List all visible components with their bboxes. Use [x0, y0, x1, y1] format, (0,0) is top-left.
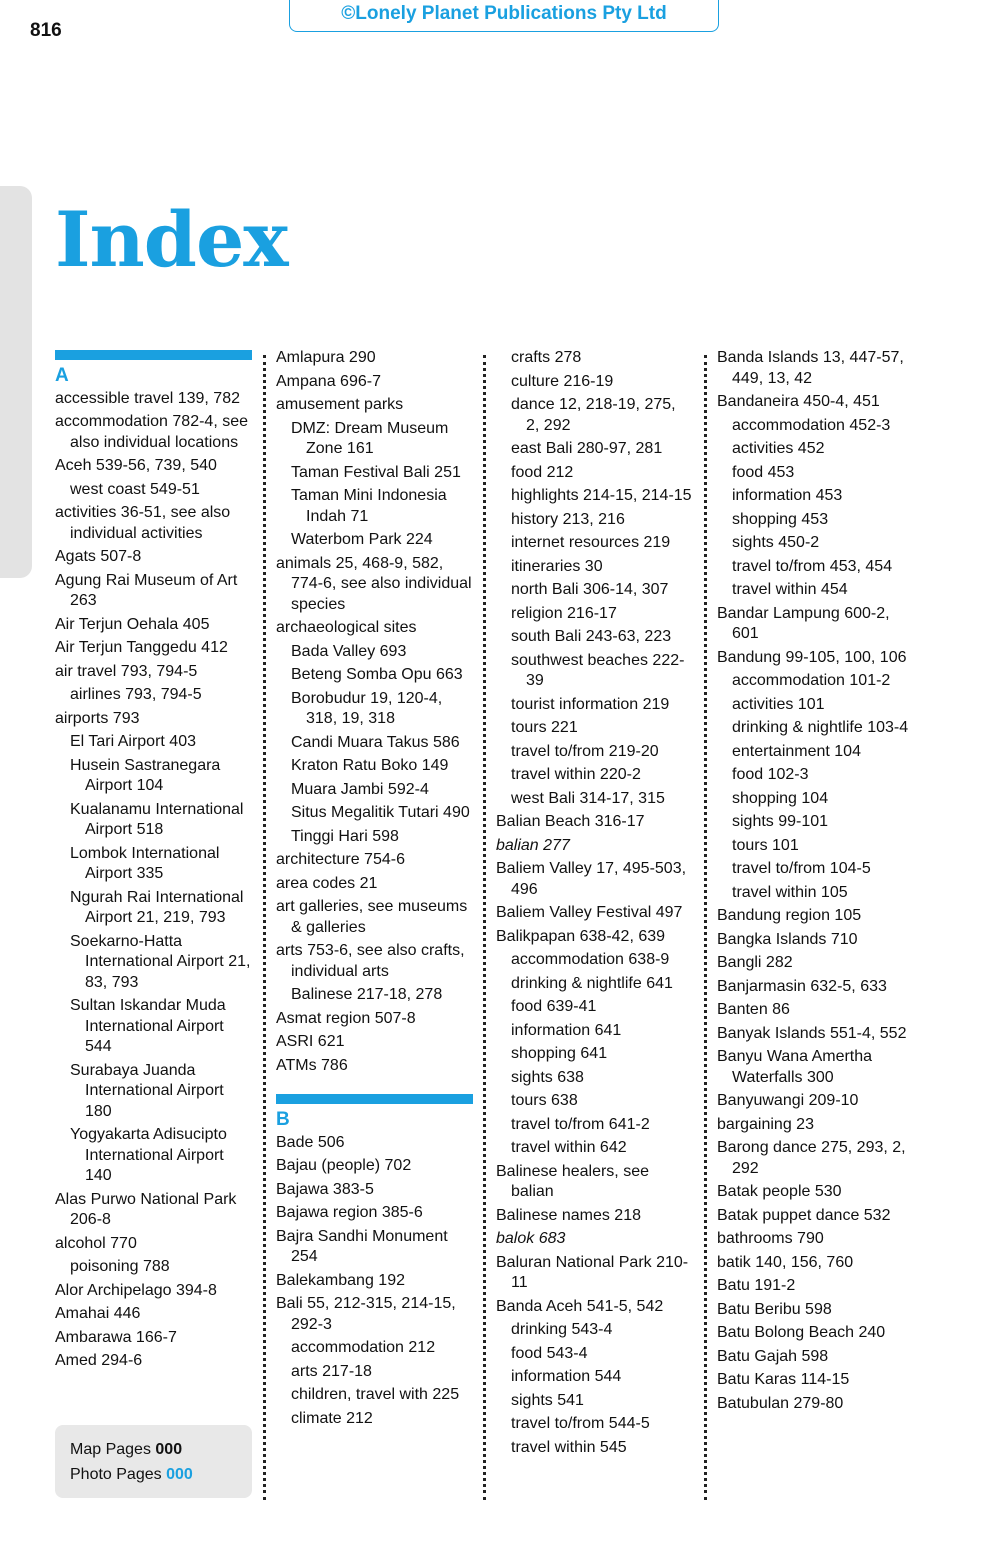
- index-subentry: Borobudur 19, 120-4, 318, 19, 318: [291, 689, 443, 727]
- index-entry: Baliem Valley Festival 497: [496, 904, 683, 921]
- index-entry: Balikpapan 638-42, 639: [496, 927, 666, 945]
- index-subentry: travel to/from 641-2: [511, 1115, 650, 1133]
- index-entry: Air Terjun Oehala 405: [55, 615, 210, 633]
- index-entry: Ambarawa 166-7: [55, 1328, 177, 1346]
- index-entry: Balekambang 192: [276, 1271, 405, 1289]
- index-subentry: travel within 642: [511, 1139, 627, 1156]
- index-column-3: [496, 348, 693, 1461]
- index-entry: Banjarmasin 632-5, 633: [717, 977, 887, 995]
- index-subentry: food 543-4: [511, 1344, 588, 1362]
- index-subentry: travel within 220-2: [511, 766, 641, 783]
- index-subentry: activities 101: [732, 695, 825, 713]
- index-subentry: Ngurah Rai International Airport 21, 219, 793: [70, 888, 244, 926]
- index-subentry: Kualanamu International Airport 518: [70, 800, 244, 838]
- index-entry: Batu Karas 114-15: [717, 1371, 850, 1388]
- index-entry: accessible travel 139, 782: [55, 389, 240, 407]
- index-subentry: sights 541: [511, 1391, 584, 1409]
- index-entry: Ampana 696-7: [276, 372, 381, 390]
- index-subentry: shopping 641: [511, 1045, 608, 1062]
- index-subentry: Waterbom Park 224: [291, 531, 433, 548]
- index-subentry: dance 12, 218-19, 275, 2, 292: [511, 396, 676, 434]
- index-subentry: history 213, 216: [511, 510, 625, 528]
- index-entry: Alas Purwo National Park 206-8: [55, 1190, 237, 1228]
- index-subentry: Tinggi Hari 598: [291, 827, 399, 845]
- section-letter-b: B: [276, 1109, 290, 1130]
- index-entry: Baluran National Park 210-11: [496, 1253, 689, 1291]
- index-entry: Bajawa 383-5: [276, 1180, 374, 1198]
- index-subentry: children, travel with 225: [291, 1386, 460, 1403]
- index-entry: Batubulan 279-80: [717, 1394, 844, 1412]
- index-entry: Agats 507-8: [55, 548, 142, 565]
- index-subentry: drinking 543-4: [511, 1321, 613, 1338]
- index-entry: ASRI 621: [276, 1033, 345, 1050]
- column-divider: [483, 355, 486, 1500]
- section-bar: [55, 350, 252, 360]
- index-subentry: information 544: [511, 1368, 622, 1385]
- index-entry: Agung Rai Museum of Art 263: [55, 571, 238, 609]
- index-subentry: tours 101: [732, 836, 799, 854]
- index-subentry: information 453: [732, 487, 843, 504]
- index-entry: art galleries, see museums & galleries: [276, 898, 468, 936]
- index-subentry: religion 216-17: [511, 604, 617, 622]
- index-subentry: entertainment 104: [732, 742, 861, 760]
- index-subentry: Kraton Ratu Boko 149: [291, 757, 449, 774]
- index-subentry: poisoning 788: [70, 1258, 170, 1275]
- index-entry: Amlapura 290: [276, 349, 376, 366]
- legend-map-value: 000: [155, 1441, 183, 1458]
- index-entry: animals 25, 468-9, 582, 774-6, see also individual species: [276, 554, 472, 613]
- column-divider: [704, 355, 707, 1500]
- index-subentry: highlights 214-15, 214-15: [511, 487, 692, 504]
- index-subentry: El Tari Airport 403: [70, 733, 196, 750]
- index-entry: Banten 86: [717, 1001, 790, 1018]
- index-subentry: internet resources 219: [511, 534, 671, 551]
- index-entry: arts 753-6, see also crafts, individual arts: [276, 942, 465, 980]
- index-subentry: Sultan Iskandar Muda International Airport 544: [70, 997, 226, 1055]
- index-entry: bathrooms 790: [717, 1230, 824, 1247]
- index-subentry: Muara Jambi 592-4: [291, 780, 429, 798]
- index-subentry: sights 638: [511, 1068, 584, 1086]
- index-subentry: travel to/from 453, 454: [732, 557, 893, 575]
- legend-map-pages: [70, 1437, 252, 1462]
- index-subentry: travel within 454: [732, 581, 848, 598]
- index-subentry: travel to/from 219-20: [511, 742, 659, 760]
- index-entry: Bangli 282: [717, 954, 793, 971]
- index-subentry: tours 638: [511, 1092, 578, 1109]
- index-entry: Banyak Islands 551-4, 552: [717, 1024, 907, 1042]
- index-column-1: [55, 348, 252, 1375]
- index-subentry: Situs Megalitik Tutari 490: [291, 804, 470, 821]
- index-subentry: Beteng Somba Opu 663: [291, 666, 463, 683]
- copyright-banner: ©Lonely Planet Publications Pty Ltd: [289, 0, 719, 32]
- page-title: Index: [55, 195, 288, 284]
- index-subentry: south Bali 243-63, 223: [511, 628, 672, 645]
- legend-photo-pages: [70, 1462, 252, 1487]
- index-entry: Alor Archipelago 394-8: [55, 1281, 217, 1299]
- index-subentry: Soekarno-Hatta International Airport 21, 83, 793: [70, 932, 251, 991]
- index-subentry: tours 221: [511, 719, 578, 736]
- index-entry: Air Terjun Tanggedu 412: [55, 639, 228, 656]
- index-subentry: north Bali 306-14, 307: [511, 581, 669, 598]
- index-entry: air travel 793, 794-5: [55, 662, 198, 680]
- index-entry: ATMs 786: [276, 1056, 348, 1074]
- index-subentry: Taman Festival Bali 251: [291, 463, 461, 481]
- index-subentry: Husein Sastranegara Airport 104: [70, 756, 221, 794]
- index-entry: alcohol 770: [55, 1234, 137, 1252]
- index-entry: Balian Beach 316-17: [496, 813, 645, 830]
- index-subentry: shopping 453: [732, 510, 829, 528]
- index-subentry: Bada Valley 693: [291, 642, 407, 660]
- index-subentry: tourist information 219: [511, 695, 670, 713]
- index-subentry: accommodation 212: [291, 1339, 436, 1356]
- index-subentry: sights 99-101: [732, 813, 829, 830]
- legend-box: [55, 1425, 252, 1498]
- index-entry: airports 793: [55, 709, 140, 727]
- index-subentry: climate 212: [291, 1409, 373, 1427]
- index-entry: Barong dance 275, 293, 2, 292: [717, 1139, 906, 1177]
- index-subentry: airlines 793, 794-5: [70, 686, 202, 703]
- index-subentry: travel to/from 544-5: [511, 1415, 650, 1432]
- index-subentry: accommodation 452-3: [732, 416, 891, 434]
- index-subentry: information 641: [511, 1021, 622, 1039]
- index-entry: Bali 55, 212-315, 214-15, 292-3: [276, 1295, 456, 1333]
- index-subentry: southwest beaches 222-39: [511, 651, 685, 689]
- index-entry: Bade 506: [276, 1133, 345, 1151]
- index-subentry: Taman Mini Indonesia Indah 71: [291, 487, 447, 525]
- page-number: 816: [30, 20, 62, 41]
- index-entry: architecture 754-6: [276, 851, 405, 868]
- index-subentry: Surabaya Juanda International Airport 180: [70, 1061, 224, 1120]
- index-entry: balok 683: [496, 1230, 566, 1247]
- index-entry: Batu 191-2: [717, 1277, 796, 1294]
- index-entry: Bajawa region 385-6: [276, 1204, 423, 1221]
- index-entry: Bajau (people) 702: [276, 1157, 412, 1174]
- index-entry: Batu Gajah 598: [717, 1347, 829, 1365]
- index-subentry: food 639-41: [511, 998, 597, 1015]
- index-subentry: culture 216-19: [511, 372, 614, 390]
- index-entry: Bandaneira 450-4, 451: [717, 393, 880, 410]
- section-letter-a: A: [55, 365, 69, 386]
- index-subentry: sights 450-2: [732, 534, 820, 551]
- index-subentry: Balinese 217-18, 278: [291, 986, 443, 1003]
- index-subentry: food 212: [511, 463, 574, 481]
- column-divider: [263, 355, 266, 1500]
- index-entry: balian 277: [496, 836, 570, 854]
- index-entry: Amed 294-6: [55, 1352, 143, 1369]
- index-entry: Batu Bolong Beach 240: [717, 1324, 886, 1341]
- section-bar: [276, 1094, 473, 1104]
- index-entry: Baliem Valley 17, 495-503, 496: [496, 860, 687, 898]
- index-entry: Asmat region 507-8: [276, 1009, 416, 1027]
- index-subentry: food 453: [732, 463, 795, 481]
- index-subentry: east Bali 280-97, 281: [511, 440, 663, 457]
- index-entry: Banyuwangi 209-10: [717, 1092, 859, 1109]
- index-subentry: west Bali 314-17, 315: [511, 789, 665, 807]
- index-subentry: accommodation 638-9: [511, 951, 670, 968]
- index-subentry: drinking & nightlife 103-4: [732, 719, 909, 736]
- index-entry: Batu Beribu 598: [717, 1300, 832, 1318]
- index-entry: archaeological sites: [276, 619, 417, 636]
- index-subentry: drinking & nightlife 641: [511, 974, 673, 992]
- index-subentry: travel to/from 104-5: [732, 860, 871, 877]
- side-tab: [0, 186, 32, 578]
- index-entry: Aceh 539-56, 739, 540: [55, 457, 217, 474]
- index-entry: Batak puppet dance 532: [717, 1206, 891, 1224]
- index-entry: Balinese healers, see balian: [496, 1162, 649, 1200]
- legend-photo-value: 000: [166, 1466, 193, 1483]
- index-subentry: travel within 105: [732, 883, 848, 901]
- index-subentry: Candi Muara Takus 586: [291, 733, 460, 751]
- index-subentry: west coast 549-51: [70, 480, 200, 498]
- index-entry: bargaining 23: [717, 1115, 814, 1133]
- index-subentry: shopping 104: [732, 789, 829, 807]
- index-entry: batik 140, 156, 760: [717, 1253, 854, 1271]
- index-entry: Amahai 446: [55, 1305, 141, 1322]
- index-entry: Banda Islands 13, 447-57, 449, 13, 42: [717, 349, 904, 387]
- index-entry: Bangka Islands 710: [717, 930, 858, 948]
- index-entry: area codes 21: [276, 874, 378, 892]
- index-subentry: food 102-3: [732, 766, 809, 783]
- index-entry: Bandar Lampung 600-2, 601: [717, 604, 890, 642]
- index-entry: Banyu Wana Amertha Waterfalls 300: [717, 1048, 873, 1086]
- index-entry: Banda Aceh 541-5, 542: [496, 1297, 664, 1315]
- index-subentry: itineraries 30: [511, 557, 603, 575]
- index-entry: Bandung region 105: [717, 907, 862, 924]
- legend-map-label: Map Pages: [70, 1441, 151, 1458]
- index-entry: accommodation 782-4, see also individual locations: [55, 413, 248, 451]
- index-subentry: accommodation 101-2: [732, 672, 891, 689]
- index-subentry: Lombok International Airport 335: [70, 844, 220, 882]
- index-entry: amusement parks: [276, 396, 404, 413]
- index-subentry: DMZ: Dream Museum Zone 161: [291, 419, 449, 457]
- index-subentry: crafts 278: [511, 349, 582, 366]
- index-entry: Bandung 99-105, 100, 106: [717, 648, 907, 666]
- index-entry: Batak people 530: [717, 1183, 842, 1200]
- index-column-2: [276, 348, 473, 1432]
- index-column-4: [717, 348, 914, 1417]
- index-entry: Balinese names 218: [496, 1206, 641, 1224]
- index-entry: Bajra Sandhi Monument 254: [276, 1227, 448, 1265]
- index-entry: activities 36-51, see also individual activities: [55, 504, 231, 542]
- index-subentry: travel within 545: [511, 1438, 627, 1456]
- legend-photo-label: Photo Pages: [70, 1466, 162, 1483]
- index-subentry: arts 217-18: [291, 1362, 372, 1380]
- index-subentry: activities 452: [732, 440, 825, 457]
- index-subentry: Yogyakarta Adisucipto International Airport 140: [70, 1126, 227, 1184]
